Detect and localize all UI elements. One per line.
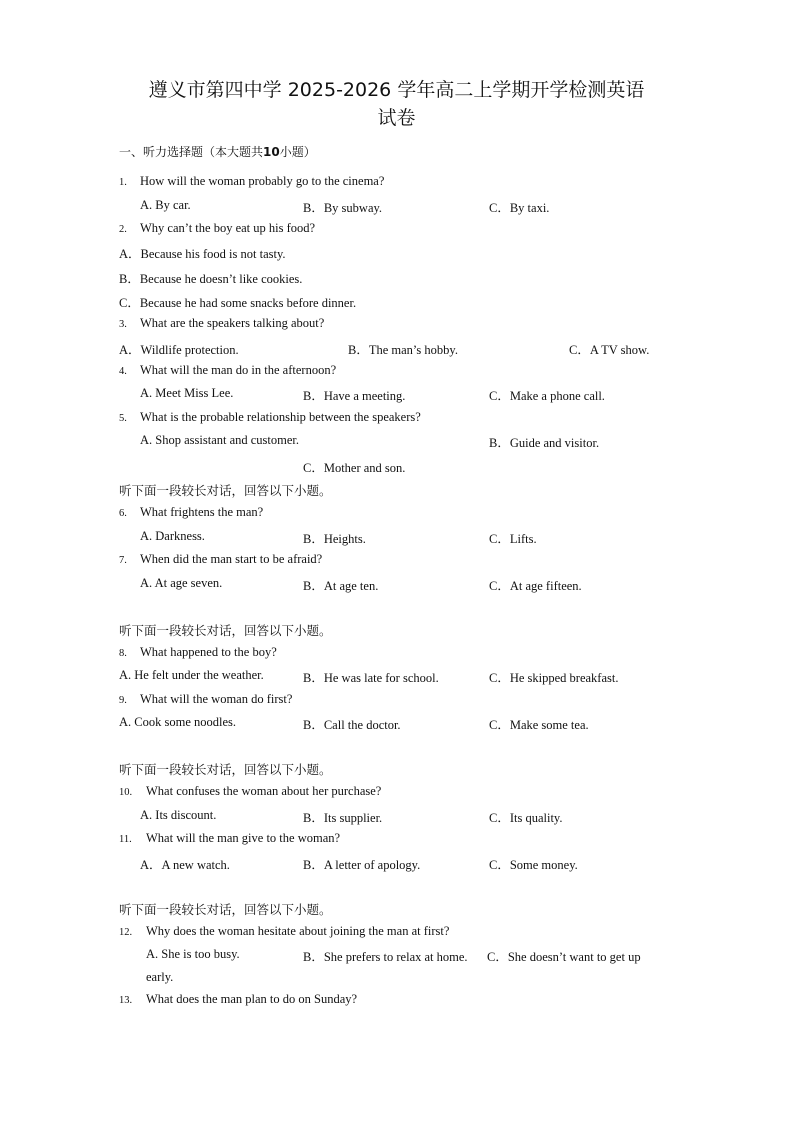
question-7	[119, 552, 322, 567]
q4-option-a: A. Meet Miss Lee.	[140, 386, 234, 400]
question-number: 10.	[119, 787, 133, 798]
q9-option-c: C．Make some tea.	[489, 718, 589, 732]
directions-3: 听下面一段较长对话，回答以下小题。	[119, 762, 332, 777]
question-4	[119, 363, 336, 378]
q5-option-c: C．Mother and son.	[303, 461, 406, 475]
q12-option-c-cont: early.	[146, 970, 174, 984]
question-12	[119, 924, 449, 939]
question-text: What happened to the boy?	[140, 645, 277, 659]
question-6	[119, 505, 263, 520]
exam-title-line2: 试卷	[377, 107, 416, 129]
q8-option-c: C．He skipped breakfast.	[489, 671, 619, 685]
section-suffix: 小题）	[279, 145, 316, 159]
q11-option-a: A．A new watch.	[140, 858, 230, 872]
section-count: 10	[263, 145, 280, 159]
q10-option-c: C．Its quality.	[489, 811, 563, 825]
question-number: 13.	[119, 995, 133, 1006]
question-number: 8.	[119, 648, 127, 659]
q6-option-a: A. Darkness.	[140, 529, 205, 543]
question-3	[119, 316, 324, 331]
question-text: What does the man plan to do on Sunday?	[146, 992, 358, 1006]
q3-option-c: C．A TV show.	[569, 343, 650, 357]
q2-option-b: B．Because he doesn’t like cookies.	[119, 272, 303, 286]
question-text: What is the probable relationship between the speakers?	[140, 410, 421, 424]
question-text: Why does the woman hesitate about joining the man at first?	[146, 924, 450, 938]
q2-option-c: C．Because he had some snacks before dinner.	[119, 296, 357, 310]
exam-title-line1: 遵义市第四中学 2025-2026 学年高二上学期开学检测英语	[148, 79, 645, 101]
question-text: What are the speakers talking about?	[140, 316, 325, 330]
q11-option-b: B．A letter of apology.	[303, 858, 421, 872]
q5-option-b: B．Guide and visitor.	[489, 436, 600, 450]
q9-option-a: A. Cook some noodles.	[119, 715, 237, 729]
directions-1: 听下面一段较长对话，回答以下小题。	[119, 483, 332, 498]
question-text: What will the woman do first?	[140, 692, 293, 706]
question-1	[119, 174, 384, 189]
question-text: What will the man do in the afternoon?	[140, 363, 337, 377]
question-5	[119, 410, 421, 425]
question-2	[119, 221, 315, 236]
question-13	[119, 992, 357, 1007]
q11-option-c: C．Some money.	[489, 858, 578, 872]
question-number: 9.	[119, 695, 127, 706]
section-heading	[119, 143, 316, 160]
q1-option-c: C．By taxi.	[489, 201, 550, 215]
q4-option-c: C．Make a phone call.	[489, 389, 605, 403]
q1-option-b: B．By subway.	[303, 201, 383, 215]
section-prefix: 一、听力选择题（本大题共	[119, 145, 264, 159]
q12-option-a: A. She is too busy.	[146, 947, 240, 961]
question-text: Why can’t the boy eat up his food?	[140, 221, 316, 235]
directions-4: 听下面一段较长对话，回答以下小题。	[119, 902, 332, 917]
question-number: 11.	[119, 834, 132, 845]
q3-option-b: B．The man’s hobby.	[348, 343, 458, 357]
q1-option-a: A. By car.	[140, 198, 191, 212]
q10-option-a: A. Its discount.	[140, 808, 217, 822]
directions-2: 听下面一段较长对话，回答以下小题。	[119, 623, 332, 638]
question-number: 3.	[119, 319, 127, 330]
question-number: 1.	[119, 177, 127, 188]
q5-option-a: A. Shop assistant and customer.	[140, 433, 300, 447]
q6-option-b: B．Heights.	[303, 532, 366, 546]
q8-option-b: B．He was late for school.	[303, 671, 439, 685]
question-number: 4.	[119, 366, 127, 377]
question-number: 2.	[119, 224, 127, 235]
q12-option-c: C．She doesn’t want to get up	[487, 950, 641, 964]
q3-option-a: A．Wildlife protection.	[119, 343, 239, 357]
q12-option-b: B．She prefers to relax at home.	[303, 950, 468, 964]
question-text: How will the woman probably go to the cinema?	[140, 174, 385, 188]
q7-option-b: B．At age ten.	[303, 579, 379, 593]
question-9	[119, 692, 292, 707]
q7-option-c: C．At age fifteen.	[489, 579, 582, 593]
q7-option-a: A. At age seven.	[140, 576, 223, 590]
question-10	[119, 784, 381, 799]
question-text: What frightens the man?	[140, 505, 264, 519]
q10-option-b: B．Its supplier.	[303, 811, 383, 825]
question-8	[119, 645, 277, 660]
q9-option-b: B．Call the doctor.	[303, 718, 401, 732]
q6-option-c: C．Lifts.	[489, 532, 537, 546]
question-number: 6.	[119, 508, 127, 519]
question-number: 5.	[119, 413, 127, 424]
question-number: 7.	[119, 555, 127, 566]
q4-option-b: B．Have a meeting.	[303, 389, 406, 403]
question-11	[119, 831, 340, 846]
question-text: When did the man start to be afraid?	[140, 552, 323, 566]
question-number: 12.	[119, 927, 133, 938]
q2-option-a: A．Because his food is not tasty.	[119, 247, 286, 261]
q8-option-a: A. He felt under the weather.	[119, 668, 264, 682]
question-text: What confuses the woman about her purchase?	[146, 784, 382, 798]
exam-title	[100, 76, 693, 132]
question-text: What will the man give to the woman?	[146, 831, 341, 845]
